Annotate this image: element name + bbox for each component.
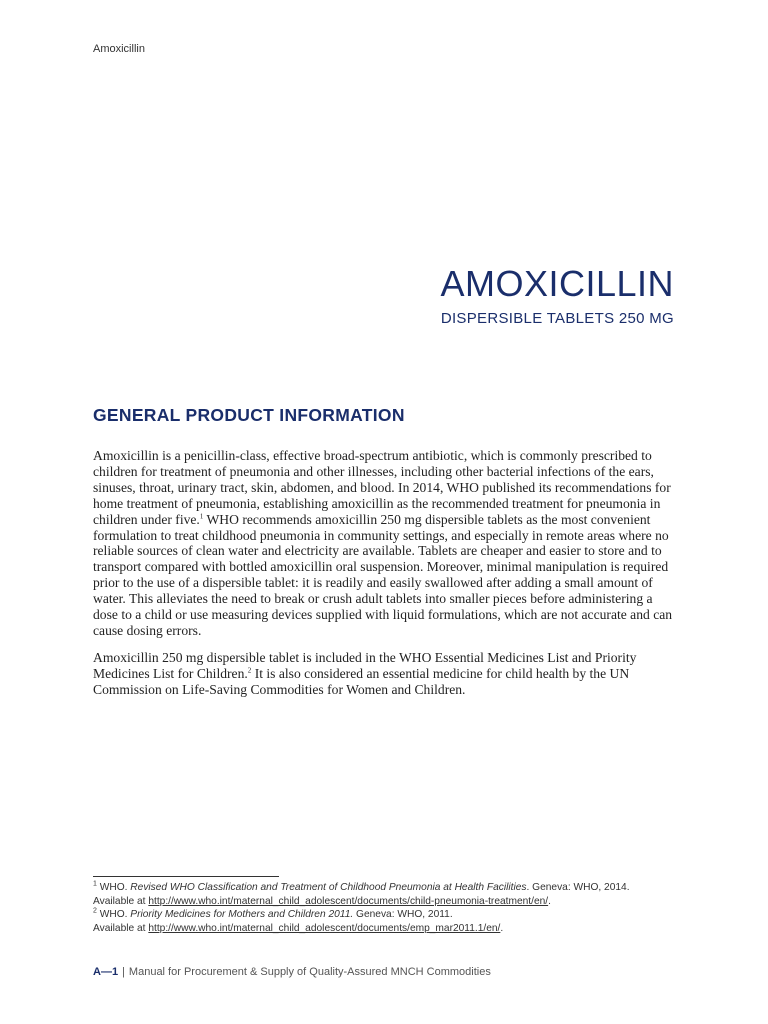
footnote-available: Available at [93, 922, 149, 934]
document-subtitle: DISPERSIBLE TABLETS 250 MG [440, 310, 674, 327]
footnote-publisher: Geneva: WHO, 2011. [353, 909, 453, 921]
paragraph-2-part-a: Amoxicillin 250 mg dispersible tablet is included in the WHO Essential Medicines List and Priority Medicines List for Children. [93, 649, 637, 681]
footnote-publisher: . Geneva: WHO, 2014. [526, 882, 630, 893]
paragraph-1-part-b: WHO recommends amoxicillin 250 mg dispersible tablets as the most convenient formulation to treat childhood pneumonia in community settings, and especially in remote areas where no reliable sources of clean water and electricity are available. Tablets are cheaper and easier to store and to transport compared with bottled amoxicillin oral suspension. Moreover, minimal manipulation is required prior to the use of a dispersible tablet: it is readily and easily swallowed after adding a small amount of water. This alleviates the need to break or crush adult tablets into smaller pieces before administering a dose to a child or use measuring devices supplied with liquid formulations, which are not accurate and can cause dosing errors. [93, 511, 673, 638]
footnote-ref-1: 1 [199, 512, 204, 521]
footnote-author: WHO. [96, 909, 131, 921]
footer-separator: | [122, 966, 125, 978]
footer-text: Manual for Procurement & Supply of Quality-Assured MNCH Commodities [128, 966, 491, 978]
paragraph-1 [93, 448, 677, 639]
footnote-number: 1 [93, 880, 97, 888]
footnote-link[interactable]: http://www.who.int/maternal_child_adolescent/documents/emp_mar2011.1/en/ [148, 922, 501, 934]
document-title: AMOXICILLIN [440, 263, 674, 304]
paragraph-1-part-a: Amoxicillin is a penicillin-class, effective broad-spectrum antibiotic, which is commonly prescribed to children for treatment of pneumonia and other illnesses, including other bacterial infections of the ears, sinuses, throat, urinary tract, skin, abdomen, and blood. In 2014, WHO published its recommendations for home treatment of pneumonia, establishing amoxicillin as the recommended treatment for pneumonia in children under five. [93, 448, 671, 527]
footnote-number: 2 [93, 907, 97, 915]
section-heading: GENERAL PRODUCT INFORMATION [93, 405, 405, 425]
footnote-end: . [500, 922, 504, 934]
body-text [93, 448, 677, 709]
footnote-ref-2: 2 [247, 666, 252, 675]
paragraph-2-part-b: It is also considered an essential medicine for child health by the UN Commission on Life-Saving Commodities for Women and Children. [93, 665, 630, 697]
footnote-1 [93, 881, 693, 908]
title-block [440, 262, 674, 328]
footnote-divider [93, 876, 279, 877]
footnote-title: Revised WHO Classification and Treatment of Childhood Pneumonia at Health Facilities [130, 882, 527, 893]
footnotes [93, 881, 693, 935]
page-number: A—1 [93, 966, 119, 978]
footnote-title: Priority Medicines for Mothers and Children 2011. [130, 909, 354, 921]
paragraph-2 [93, 650, 677, 698]
running-header: Amoxicillin [93, 43, 145, 55]
footnote-2 [93, 908, 693, 935]
footnote-available: Available at [93, 895, 149, 907]
footnote-end: . [548, 895, 551, 907]
footnote-link[interactable]: http://www.who.int/maternal_child_adolescent/documents/child-pneumonia-treatment/en/ [148, 895, 549, 907]
footnote-author: WHO. [96, 882, 131, 893]
page-footer [93, 966, 491, 978]
